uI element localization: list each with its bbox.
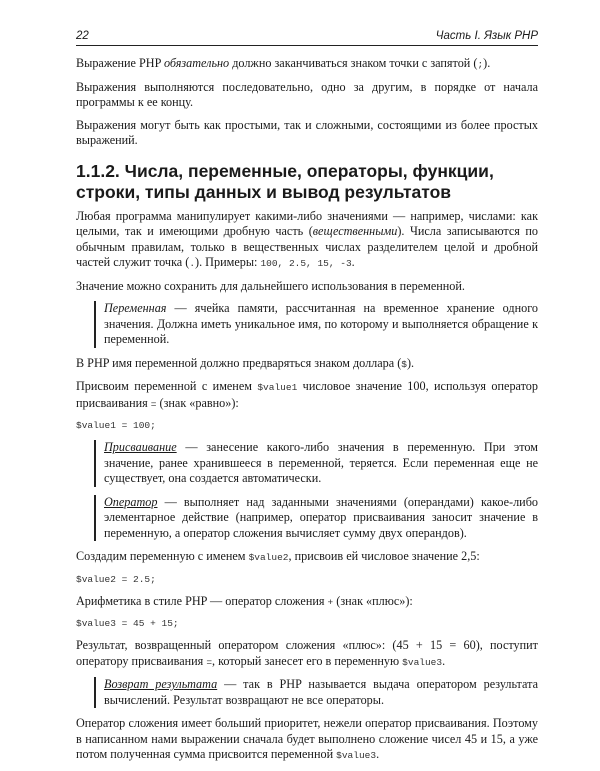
- paragraph-semicolon: Выражение PHP обязательно должно заканчиваться знаком точки с запятой (;).: [76, 56, 491, 70]
- paragraph-numbers: Любая программа манипулирует какими-либо значениями — например, числами: как целыми, так и имеющими дробную часть (вещественными). Числа записываются по обычным правилам, только в вещественных числах разделителем целой и дробной частей служит точка (.). Примеры: 100, 2.5, 15, -3.: [76, 208, 538, 269]
- note-return: Возврат результата — так в PHP называется выдача оператором результата вычислений. Результат возвращают не все операторы.: [94, 677, 538, 708]
- page-number: 22: [76, 30, 89, 42]
- page-content: [76, 56, 538, 771]
- note-variable: Переменная — ячейка памяти, рассчитанная на временное хранение одного значения. Должна иметь уникальное имя, по которому и выполняется обращение к переменной.: [94, 301, 538, 348]
- part-title: Часть I. Язык PHP: [435, 30, 538, 42]
- paragraph-arithmetic: Арифметика в стиле PHP — оператор сложения + (знак «плюс»):: [76, 593, 413, 608]
- paragraph-priority: Оператор сложения имеет больший приоритет, нежели оператор присваивания. Поэтому в написанном нами выражении сначала будет выполнено сложение чисел 45 и 15, а уже потом полученная сумма присвоится переменной $value3.: [76, 716, 538, 761]
- code-value3: $value3 = 45 + 15;: [76, 618, 179, 629]
- note-assignment: Присваивание — занесение какого-либо значения в переменную. При этом значение, ранее хранившееся в переменной, теряется. Если переменная еще не существует, она создается автоматически.: [94, 440, 538, 487]
- code-value2: $value2 = 2.5;: [76, 573, 156, 585]
- paragraph-sequence: Выражения выполняются последовательно, одно за другим, в порядке от начала программы к ее концу.: [76, 79, 538, 109]
- paragraph-dollar: В PHP имя переменной должно предваряться знаком доллара ($).: [76, 355, 415, 370]
- paragraph-assign-value1: Присвоим переменной с именем $value1 числовое значение 100, используя оператор присваивания = (знак «равно»):: [76, 379, 538, 410]
- code-value1: $value1 = 100;: [76, 420, 156, 431]
- note-operator: Оператор — выполняет над заданными значениями (операндами) какое-либо элементарное действие (например, оператор присваивания заносит значение в переменную, а оператор сложения вычисляет сумму двух операндов).: [94, 495, 538, 542]
- paragraph-result: Результат, возвращенный оператором сложения «плюс»: (45 + 15 = 60), поступит оператору присваивания =, который занесет его в переменную $value3.: [76, 638, 538, 668]
- paragraph-complexity: Выражения могут быть как простыми, так и сложными, состоящими из более простых выражений.: [76, 117, 538, 147]
- paragraph-value2: Создадим переменную с именем $value2, присвоив ей числовое значение 2,5:: [76, 549, 480, 563]
- paragraph-variable-intro: Значение можно сохранить для дальнейшего использования в переменной.: [76, 278, 465, 293]
- section-heading: 1.1.2. Числа, переменные, операторы, функции, строки, типы данных и вывод результатов: [76, 160, 494, 202]
- running-header: [76, 30, 538, 46]
